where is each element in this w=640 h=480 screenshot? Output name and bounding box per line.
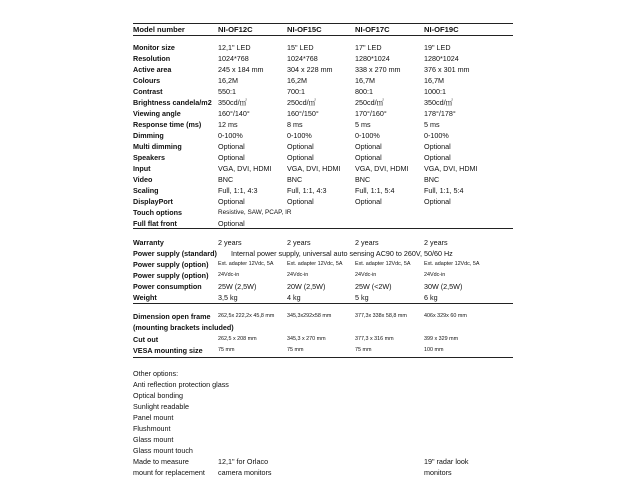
open-frame-label-2: (mounting brackets included) — [133, 323, 234, 332]
spec-value: 700:1 — [287, 87, 305, 96]
power-option-value: Ext. adapter 12Vdc, 5A — [424, 261, 480, 267]
weight-value: 4 kg — [287, 293, 301, 302]
vesa-value: 100 mm — [424, 347, 444, 353]
other-option-item: Sunlight readable — [133, 402, 189, 411]
warranty-value: 2 years — [424, 238, 448, 247]
spec-value: 16,7M — [424, 76, 444, 85]
open-frame-value: 262,5x 222,2x 45,8 mm — [218, 313, 275, 319]
spec-value: VGA, DVI, HDMI — [355, 164, 409, 173]
spec-label: Active area — [133, 65, 172, 74]
power-consumption-value: 25W (<2W) — [355, 282, 392, 291]
spec-value: 12 ms — [218, 120, 238, 129]
warranty-value: 2 years — [218, 238, 242, 247]
header-bottom-rule — [133, 35, 513, 36]
spec-value: 550:1 — [218, 87, 236, 96]
spec-label: Viewing angle — [133, 109, 181, 118]
vesa-value: 75 mm — [355, 347, 372, 353]
open-frame-value: 345,3x292x58 mm — [287, 313, 332, 319]
spec-value: Optional — [218, 219, 245, 228]
spec-value: 350cd/㎡ — [424, 98, 453, 107]
spec-label: Input — [133, 164, 151, 173]
power-standard-value: Internal power supply, universal auto sensing AC90 to 260V, 50/60 Hz — [231, 249, 453, 258]
spec-value: 8 ms — [287, 120, 303, 129]
specs-bottom-rule — [133, 228, 513, 229]
spec-value: VGA, DVI, HDMI — [218, 164, 272, 173]
other-option-item: Flushmount — [133, 424, 171, 433]
power-option-value: Ext. adapter 12Vdc, 5A — [218, 261, 274, 267]
spec-value: 178°/178° — [424, 109, 456, 118]
made-to-measure-line-1: Made to measure — [133, 457, 189, 466]
spec-value: BNC — [424, 175, 440, 184]
spec-value: 17" LED — [355, 43, 382, 52]
power-consumption-value: 20W (2,5W) — [287, 282, 326, 291]
power-consumption-label: Power consumption — [133, 282, 202, 291]
spec-value: Optional — [287, 197, 314, 206]
spec-value: Optional — [355, 142, 382, 151]
spec-value: 1280*1024 — [424, 54, 459, 63]
spec-value: 250cd/㎡ — [287, 98, 316, 107]
spec-value: 0-100% — [424, 131, 449, 140]
cut-out-value: 262,5 x 208 mm — [218, 336, 257, 342]
made-to-measure-line-2: mount for replacement — [133, 468, 205, 477]
spec-value: Optional — [287, 142, 314, 151]
radar-note-line-2: monitors — [424, 468, 452, 477]
spec-value: Optional — [218, 142, 245, 151]
weight-value: 5 kg — [355, 293, 369, 302]
other-option-item: Glass mount touch — [133, 446, 193, 455]
model-number-label: Model number — [133, 25, 185, 34]
spec-label: Video — [133, 175, 153, 184]
orlaco-note-line-1: 12,1" for Orlaco — [218, 457, 269, 466]
open-frame-value: 377,3x 338x 58,8 mm — [355, 313, 407, 319]
spec-value: 0-100% — [287, 131, 312, 140]
spec-label: Multi dimming — [133, 142, 182, 151]
spec-label: DisplayPort — [133, 197, 173, 206]
power-bottom-rule — [133, 303, 513, 304]
power-option-value: Ext. adapter 12Vdc, 5A — [355, 261, 411, 267]
spec-value: 12,1" LED — [218, 43, 251, 52]
spec-value: 245 x 184 mm — [218, 65, 264, 74]
spec-value: 16,2M — [218, 76, 238, 85]
radar-note-line-1: 19" radar look — [424, 457, 469, 466]
model-1: NI-OF12C — [218, 25, 253, 34]
spec-label: Contrast — [133, 87, 163, 96]
spec-value: BNC — [355, 175, 371, 184]
other-option-item: Panel mount — [133, 413, 174, 422]
spec-label: Brightness candela/m2 — [133, 98, 212, 107]
spec-value: 376 x 301 mm — [424, 65, 470, 74]
cut-out-value: 345,3 x 270 mm — [287, 336, 326, 342]
spec-value: 160°/150° — [287, 109, 319, 118]
spec-label: Monitor size — [133, 43, 175, 52]
spec-value: 338 x 270 mm — [355, 65, 401, 74]
vesa-label: VESA mounting size — [133, 346, 203, 355]
spec-value: 800:1 — [355, 87, 373, 96]
power-option-value: 24Vdc-in — [218, 272, 240, 278]
power-option-value: 24Vdc-in — [424, 272, 446, 278]
spec-value: BNC — [218, 175, 234, 184]
cut-out-value: 399 x 329 mm — [424, 336, 459, 342]
spec-value: 304 x 228 mm — [287, 65, 333, 74]
spec-label: Full flat front — [133, 219, 177, 228]
spec-value: Optional — [287, 153, 314, 162]
spec-label: Dimming — [133, 131, 164, 140]
spec-value: 19" LED — [424, 43, 451, 52]
spec-value: Full, 1:1, 4:3 — [218, 186, 258, 195]
spec-value: 350cd/㎡ — [218, 98, 247, 107]
model-4: NI-OF19C — [424, 25, 459, 34]
other-option-item: Optical bonding — [133, 391, 183, 400]
weight-label: Weight — [133, 293, 157, 302]
power-option-value: Ext. adapter 12Vdc, 5A — [287, 261, 343, 267]
spec-value: Full, 1:1, 5:4 — [424, 186, 464, 195]
power-option-value: 24Vdc-in — [355, 272, 377, 278]
spec-value: Optional — [424, 142, 451, 151]
spec-value: 1000:1 — [424, 87, 446, 96]
spec-label: Resolution — [133, 54, 171, 63]
power-consumption-value: 25W (2,5W) — [218, 282, 257, 291]
spec-label: Scaling — [133, 186, 159, 195]
spec-value: 16,7M — [355, 76, 375, 85]
spec-value: 1024*768 — [218, 54, 249, 63]
spec-value: 1024*768 — [287, 54, 318, 63]
spec-label: Colours — [133, 76, 161, 85]
spec-value: 160°/140° — [218, 109, 250, 118]
spec-value: BNC — [287, 175, 303, 184]
open-frame-label: Dimension open frame — [133, 312, 211, 321]
spec-value: Optional — [218, 153, 245, 162]
power-option-label: Power supply (option) — [133, 271, 209, 280]
model-2: NI-OF15C — [287, 25, 322, 34]
other-option-item: Anti reflection protection glass — [133, 380, 229, 389]
spec-label: Speakers — [133, 153, 165, 162]
weight-value: 6 kg — [424, 293, 438, 302]
spec-value: 15" LED — [287, 43, 314, 52]
spec-value: 250cd/㎡ — [355, 98, 384, 107]
power-consumption-value: 30W (2,5W) — [424, 282, 463, 291]
spec-value: Full, 1:1, 4:3 — [287, 186, 327, 195]
spec-value: Full, 1:1, 5:4 — [355, 186, 395, 195]
power-option-label: Power supply (option) — [133, 260, 209, 269]
spec-value: 0-100% — [218, 131, 243, 140]
spec-value: Optional — [355, 197, 382, 206]
model-3: NI-OF17C — [355, 25, 390, 34]
warranty-label: Warranty — [133, 238, 164, 247]
spec-label: Touch options — [133, 208, 182, 217]
spec-value: 170°/160° — [355, 109, 387, 118]
warranty-value: 2 years — [355, 238, 379, 247]
power-option-value: 24Vdc-in — [287, 272, 309, 278]
other-options-heading: Other options: — [133, 369, 179, 378]
spec-value: Optional — [218, 197, 245, 206]
spec-value: Optional — [355, 153, 382, 162]
spec-value: Resistive, SAW, PCAP, IR — [218, 209, 292, 216]
spec-value: 16,2M — [287, 76, 307, 85]
cut-out-label: Cut out — [133, 335, 159, 344]
other-option-item: Glass mount — [133, 435, 174, 444]
spec-value: 0-100% — [355, 131, 380, 140]
spec-value: 1280*1024 — [355, 54, 390, 63]
spec-label: Response time (ms) — [133, 120, 202, 129]
spec-value: Optional — [424, 197, 451, 206]
power-standard-label: Power supply (standard) — [133, 249, 217, 258]
vesa-value: 75 mm — [287, 347, 304, 353]
weight-value: 3,5 kg — [218, 293, 238, 302]
spec-value: VGA, DVI, HDMI — [287, 164, 341, 173]
vesa-value: 75 mm — [218, 347, 235, 353]
spec-value: 5 ms — [424, 120, 440, 129]
open-frame-value: 406x 329x 60 mm — [424, 313, 467, 319]
spec-value: Optional — [424, 153, 451, 162]
dimensions-bottom-rule — [133, 357, 513, 358]
spec-value: VGA, DVI, HDMI — [424, 164, 478, 173]
warranty-value: 2 years — [287, 238, 311, 247]
spec-value: 5 ms — [355, 120, 371, 129]
orlaco-note-line-2: camera monitors — [218, 468, 272, 477]
cut-out-value: 377,3 x 316 mm — [355, 336, 394, 342]
